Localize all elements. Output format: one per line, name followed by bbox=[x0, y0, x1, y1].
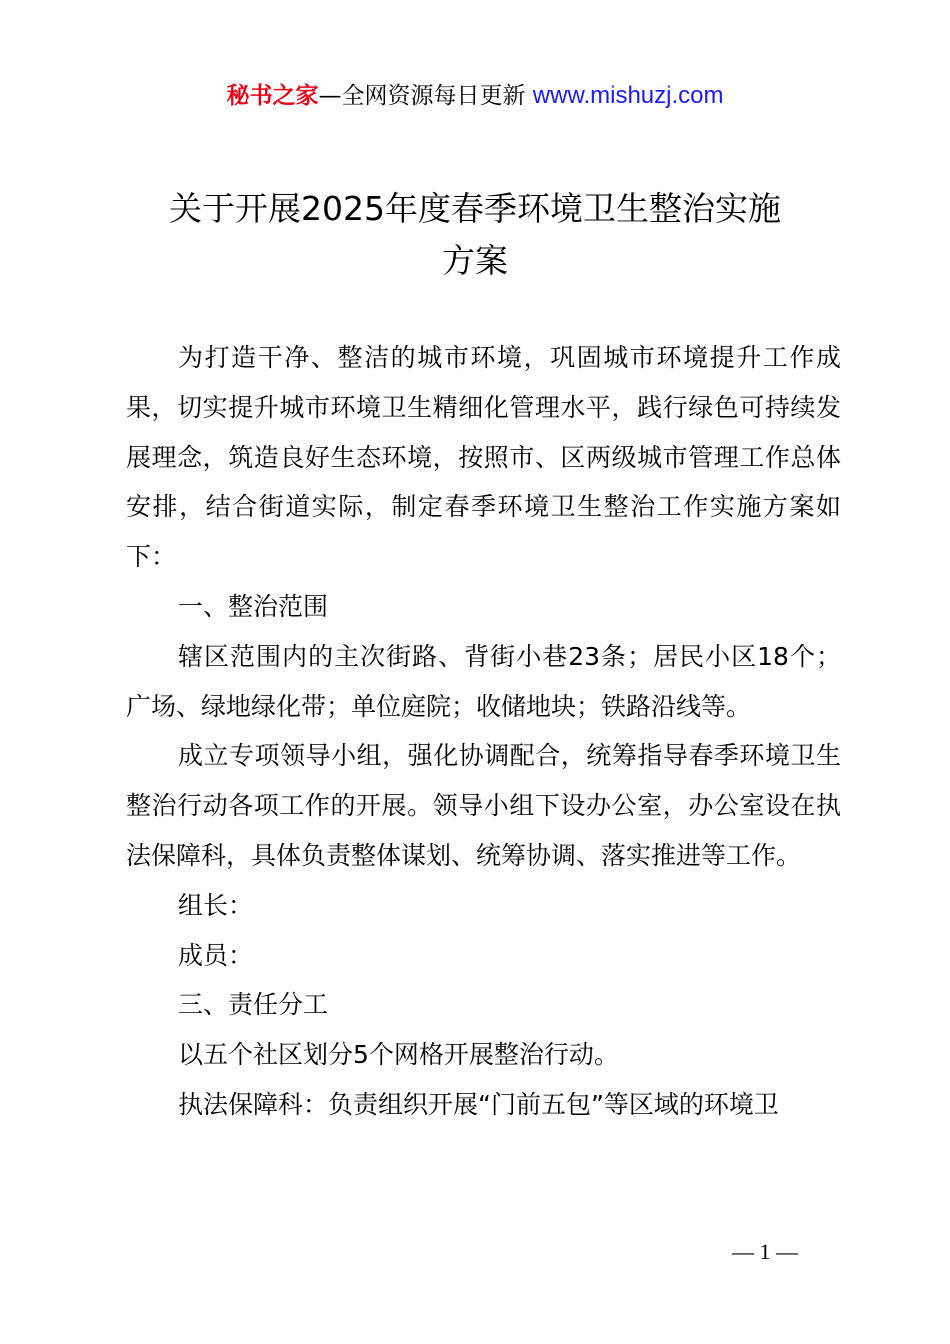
paragraph-enforcement: 执法保障科：负责组织开展“门前五包”等区域的环境卫 bbox=[178, 1089, 779, 1119]
paragraph-grid: 以五个社区划分5个网格开展整治行动。 bbox=[178, 1040, 619, 1070]
site-brand: 秘书之家 bbox=[226, 83, 319, 109]
paragraph-members: 成员： bbox=[178, 940, 254, 970]
paragraph-intro: 为打造干净、整洁的城市环境，巩固城市环境提升工作成果，切实提升城市环境卫生精细化管理水平，践行绿色可持续发展理念，筑造良好生态环境，按照市、区两级城市管理工作总体安排，结合街道实际，制定春季环境卫生整治工作实施方案如下： bbox=[126, 343, 841, 572]
title-line-2: 方案 bbox=[442, 241, 508, 280]
site-url-link[interactable]: www.mishuzj.com bbox=[532, 82, 724, 109]
paragraph-leadership: 成立专项领导小组，强化协调配合，统筹指导春季环境卫生整治行动各项工作的开展。领导小组下设办公室，办公室设在执法保障科，具体负责整体谋划、统筹协调、落实推进等工作。 bbox=[126, 741, 841, 870]
page-number: — 1 — bbox=[732, 1239, 798, 1264]
section-heading-scope: 一、整治范围 bbox=[178, 591, 329, 621]
site-banner bbox=[0, 80, 950, 112]
document-title bbox=[95, 183, 855, 287]
paragraph-leader: 组长： bbox=[178, 890, 254, 920]
title-line-1: 关于开展2025年度春季环境卫生整治实施 bbox=[169, 189, 781, 228]
document-body bbox=[126, 333, 841, 1130]
paragraph-scope: 辖区范围内的主次街路、背街小巷23条；居民小区18个；广场、绿地绿化带；单位庭院；收储地块；铁路沿线等。 bbox=[126, 641, 841, 721]
section-heading-duties: 三、责任分工 bbox=[178, 990, 329, 1020]
site-tagline: —全网资源每日更新 bbox=[318, 83, 533, 109]
